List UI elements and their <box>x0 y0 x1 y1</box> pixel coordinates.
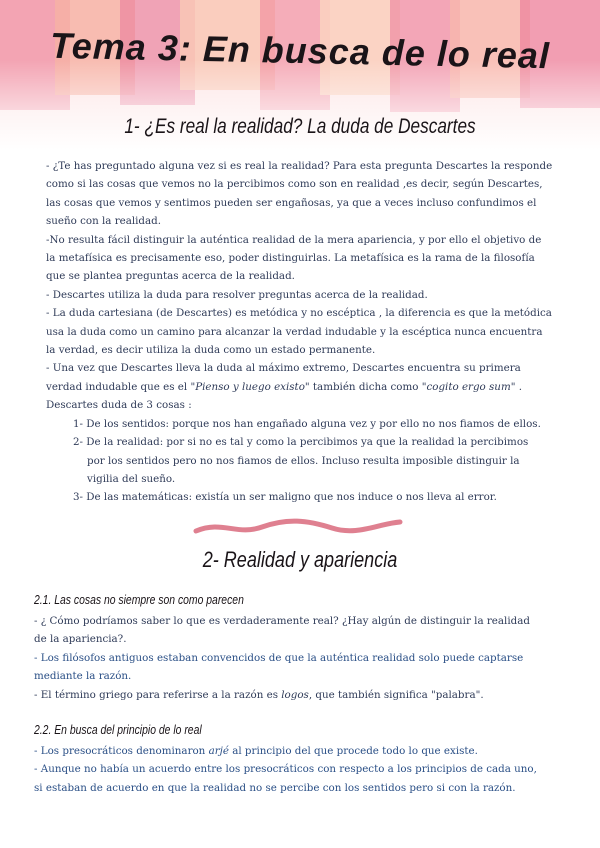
paragraph: - El término griego para referirse a la razón es logos, que también significa "palabra". <box>34 688 484 701</box>
paragraph: - Los filósofos antiguos estaban convencidos de que la auténtica realidad solo puede captarse mediante la razón. <box>34 651 524 683</box>
paragraph: - ¿Te has preguntado alguna vez si es real la realidad? Para esta pregunta Descartes la responde como si las cosas que vemos no la percibimos como son en realidad ,es decir, según Descartes, las cosas que vemos y sentimos pueden ser engañosas, ya que a veces incluso confundimos el sueño con la realidad. <box>46 160 553 228</box>
wave-divider <box>192 514 404 540</box>
list-item: 2- De la realidad: por si no es tal y como la percibimos ya que la realidad la percibimos por los sentidos pero no nos fiamos de ellos. Incluso resulta imposible distinguir la vigilia del sueño. <box>73 436 529 485</box>
paragraph: - ¿ Cómo podríamos saber lo que es verdaderamente real? ¿Hay algún de distinguir la realidad de la apariencia?. <box>34 615 530 646</box>
paragraph: - Aunque no había un acuerdo entre los presocráticos con respecto a los principios de cada uno, si estaban de acuerdo en que la realidad no se percibe con los sentidos pero si con la razón. <box>34 763 537 794</box>
paragraph: - La duda cartesiana (de Descartes) es metódica y no escéptica , la diferencia es que la metódica usa la duda como un camino para alcanzar la verdad indudable y la escéptica nunca encuentra la verdad, es decir utiliza la duda como un estado permanente. <box>46 307 552 357</box>
page-title: Tema 3: En busca de lo real <box>49 24 551 77</box>
subsection-heading: 2.2. En busca del principio de lo real <box>34 722 202 737</box>
list-item: 3- De las matemáticas: existía un ser maligno que nos induce o nos lleva al error. <box>73 491 497 504</box>
paragraph: -No resulta fácil distinguir la auténtica realidad de la mera apariencia, y por ello el objetivo de la metafísica es precisamente eso, poder distinguirlas. La metafísica es la rama de la filosofía que se plantea preguntas acerca de la realidad. <box>46 233 542 283</box>
subsection2-body <box>34 742 564 797</box>
paragraph: - Los presocráticos denominaron arjé al principio del que procede todo lo que existe. <box>34 745 478 757</box>
section2-heading: 2- Realidad y apariencia <box>202 547 398 572</box>
subsection1-body <box>34 612 564 704</box>
list-item: 1- De los sentidos: porque nos han engañado alguna vez y por ello no nos fiamos de ellos. <box>73 417 541 430</box>
paragraph: - Descartes utiliza la duda para resolver preguntas acerca de la realidad. <box>46 288 428 301</box>
subsection-heading: 2.1. Las cosas no siempre son como parecen <box>34 592 244 607</box>
section1-body <box>46 157 558 507</box>
paragraph: - Una vez que Descartes lleva la duda al máximo extremo, Descartes encuentra su primera verdad indudable que es el "Pienso y luego existo" también dicha como "cogito ergo sum" . Descartes duda de 3 cosas : <box>46 362 523 412</box>
section1-heading: 1- ¿Es real la realidad? La duda de Descartes <box>124 115 476 138</box>
